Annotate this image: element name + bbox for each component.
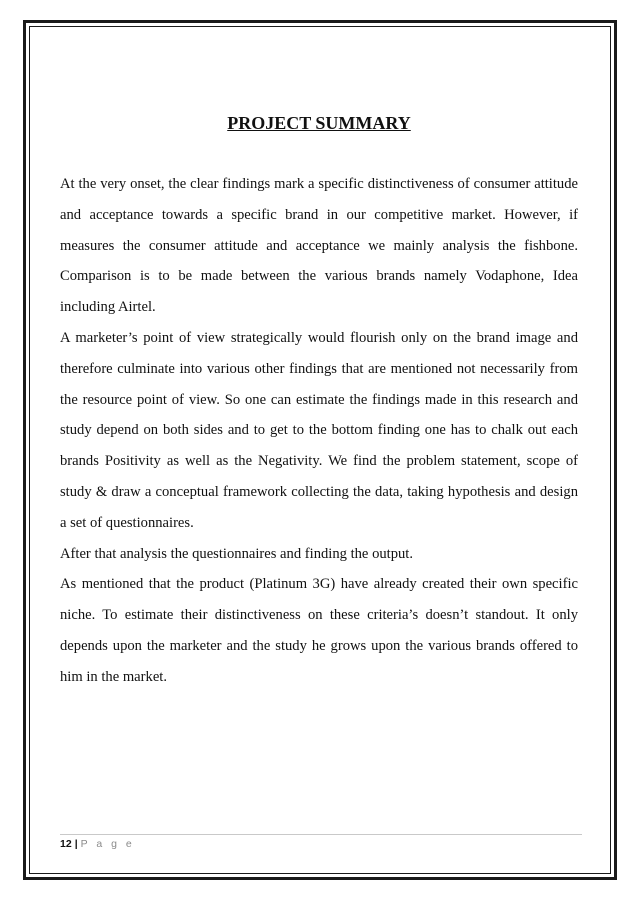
page-footer (60, 838, 135, 850)
page-label: P a g e (80, 838, 135, 850)
paragraph-2: A marketer’s point of view strategically would flourish only on the brand image and therefore culminate into various other findings that are mentioned not necessarily from the resource point of view. So one can estimate the findings made in this research and study depend on both sides and to get to the bottom finding one has to chalk out each brands Positivity as well as the Negativity. We find the problem statement, scope of study & draw a conceptual framework collecting the data, taking hypothesis and design a set of questionnaires. (60, 329, 578, 531)
paragraph-4: As mentioned that the product (Platinum 3G) have already created their own specific niche. To estimate their distinctiveness on these criteria’s doesn’t standout. It only depends upon the marketer and the study he grows upon the various brands offered to him in the market. (60, 576, 578, 685)
paragraph-3: After that analysis the questionnaires and finding the output. (60, 545, 414, 562)
footer-separator: | (74, 838, 78, 850)
document-title: PROJECT SUMMARY (227, 113, 411, 133)
page-number: 12 (60, 838, 72, 850)
footer-divider (60, 834, 582, 835)
document-body (60, 169, 578, 693)
paragraph-1: At the very onset, the clear findings mark a specific distinctiveness of consumer attitude and acceptance towards a specific brand in our competitive market. However, if measures the consumer attitude and acceptance we mainly analysis the fishbone. Comparison is to be made between the various brands namely Vodaphone, Idea including Airtel. (60, 176, 578, 316)
